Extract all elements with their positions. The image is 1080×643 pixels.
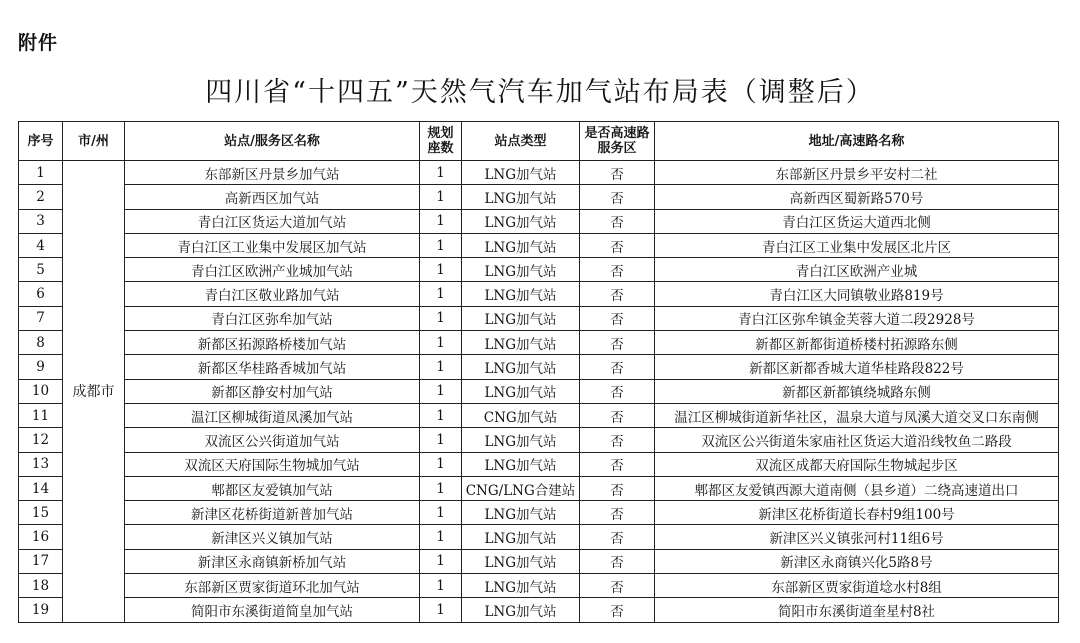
cell-station-type: LNG加气站 bbox=[462, 452, 580, 476]
cell-seq: 2 bbox=[19, 185, 63, 209]
cell-seq: 5 bbox=[19, 258, 63, 282]
cell-planned-count: 1 bbox=[420, 501, 462, 525]
cell-seq: 16 bbox=[19, 525, 63, 549]
cell-address: 青白江区大同镇敬业路819号 bbox=[655, 282, 1059, 306]
cell-address: 温江区柳城街道新华社区，温泉大道与凤溪大道交叉口东南侧 bbox=[655, 403, 1059, 427]
cell-planned-count: 1 bbox=[420, 185, 462, 209]
cell-highway-service: 否 bbox=[580, 501, 655, 525]
header-address: 地址/高速路名称 bbox=[655, 122, 1059, 161]
table-row bbox=[19, 452, 1059, 476]
cell-planned-count: 1 bbox=[420, 428, 462, 452]
cell-address: 新津区兴义镇张河村11组6号 bbox=[655, 525, 1059, 549]
cell-seq: 14 bbox=[19, 476, 63, 500]
cell-seq: 7 bbox=[19, 306, 63, 330]
cell-planned-count: 1 bbox=[420, 355, 462, 379]
cell-address: 高新西区蜀新路570号 bbox=[655, 185, 1059, 209]
cell-planned-count: 1 bbox=[420, 331, 462, 355]
cell-planned-count: 1 bbox=[420, 525, 462, 549]
cell-station-name: 东部新区丹景乡加气站 bbox=[125, 161, 420, 185]
cell-station-type: LNG加气站 bbox=[462, 306, 580, 330]
table-body bbox=[19, 161, 1059, 623]
cell-highway-service: 否 bbox=[580, 379, 655, 403]
cell-station-type: LNG加气站 bbox=[462, 258, 580, 282]
cell-highway-service: 否 bbox=[580, 598, 655, 622]
table-row bbox=[19, 428, 1059, 452]
cell-address: 新都区新都镇绕城路东侧 bbox=[655, 379, 1059, 403]
cell-station-type: LNG加气站 bbox=[462, 233, 580, 257]
table-row bbox=[19, 258, 1059, 282]
cell-address: 新都区新都香城大道华桂路段822号 bbox=[655, 355, 1059, 379]
cell-station-name: 新都区静安村加气站 bbox=[125, 379, 420, 403]
table-row bbox=[19, 403, 1059, 427]
cell-planned-count: 1 bbox=[420, 209, 462, 233]
header-station-name: 站点/服务区名称 bbox=[125, 122, 420, 161]
table-row bbox=[19, 476, 1059, 500]
cell-highway-service: 否 bbox=[580, 452, 655, 476]
cell-station-type: LNG加气站 bbox=[462, 282, 580, 306]
cell-address: 青白江区弥牟镇金芙蓉大道二段2928号 bbox=[655, 306, 1059, 330]
cell-planned-count: 1 bbox=[420, 233, 462, 257]
cell-address: 郫都区友爱镇西源大道南侧（县乡道）二绕高速道出口 bbox=[655, 476, 1059, 500]
cell-seq: 4 bbox=[19, 233, 63, 257]
cell-address: 东部新区贾家街道埝水村8组 bbox=[655, 574, 1059, 598]
cell-highway-service: 否 bbox=[580, 403, 655, 427]
station-table bbox=[18, 121, 1059, 623]
cell-highway-service: 否 bbox=[580, 282, 655, 306]
cell-station-name: 新津区永商镇新桥加气站 bbox=[125, 549, 420, 573]
cell-station-name: 青白江区敬业路加气站 bbox=[125, 282, 420, 306]
cell-station-type: LNG加气站 bbox=[462, 574, 580, 598]
cell-station-type: LNG加气站 bbox=[462, 428, 580, 452]
cell-address: 青白江区欧洲产业城 bbox=[655, 258, 1059, 282]
table-row bbox=[19, 598, 1059, 622]
cell-address: 新津区花桥街道长春村9组100号 bbox=[655, 501, 1059, 525]
cell-highway-service: 否 bbox=[580, 209, 655, 233]
cell-highway-service: 否 bbox=[580, 233, 655, 257]
cell-seq: 11 bbox=[19, 403, 63, 427]
table-row bbox=[19, 282, 1059, 306]
cell-highway-service: 否 bbox=[580, 185, 655, 209]
cell-address: 青白江区工业集中发展区北片区 bbox=[655, 233, 1059, 257]
cell-planned-count: 1 bbox=[420, 476, 462, 500]
header-station-type: 站点类型 bbox=[462, 122, 580, 161]
cell-address: 双流区成都天府国际生物城起步区 bbox=[655, 452, 1059, 476]
cell-station-name: 高新西区加气站 bbox=[125, 185, 420, 209]
cell-highway-service: 否 bbox=[580, 306, 655, 330]
cell-highway-service: 否 bbox=[580, 549, 655, 573]
cell-address: 新津区永商镇兴化5路8号 bbox=[655, 549, 1059, 573]
cell-station-type: LNG加气站 bbox=[462, 331, 580, 355]
cell-highway-service: 否 bbox=[580, 476, 655, 500]
cell-planned-count: 1 bbox=[420, 282, 462, 306]
table-row bbox=[19, 233, 1059, 257]
header-city: 市/州 bbox=[63, 122, 125, 161]
cell-station-type: CNG/LNG合建站 bbox=[462, 476, 580, 500]
cell-station-type: LNG加气站 bbox=[462, 525, 580, 549]
table-row bbox=[19, 379, 1059, 403]
cell-highway-service: 否 bbox=[580, 331, 655, 355]
cell-station-type: LNG加气站 bbox=[462, 501, 580, 525]
cell-seq: 1 bbox=[19, 161, 63, 185]
cell-seq: 15 bbox=[19, 501, 63, 525]
cell-planned-count: 1 bbox=[420, 549, 462, 573]
cell-station-name: 青白江区工业集中发展区加气站 bbox=[125, 233, 420, 257]
table-row bbox=[19, 185, 1059, 209]
cell-seq: 17 bbox=[19, 549, 63, 573]
cell-station-name: 新都区华桂路香城加气站 bbox=[125, 355, 420, 379]
table-row bbox=[19, 501, 1059, 525]
cell-planned-count: 1 bbox=[420, 574, 462, 598]
cell-station-name: 郫都区友爱镇加气站 bbox=[125, 476, 420, 500]
cell-station-type: LNG加气站 bbox=[462, 355, 580, 379]
attachment-label: 附件 bbox=[18, 32, 59, 54]
cell-station-type: LNG加气站 bbox=[462, 161, 580, 185]
cell-planned-count: 1 bbox=[420, 452, 462, 476]
cell-station-name: 青白江区欧洲产业城加气站 bbox=[125, 258, 420, 282]
cell-seq: 13 bbox=[19, 452, 63, 476]
cell-planned-count: 1 bbox=[420, 379, 462, 403]
cell-station-name: 双流区天府国际生物城加气站 bbox=[125, 452, 420, 476]
cell-seq: 6 bbox=[19, 282, 63, 306]
page-title: 四川省“十四五”天然气汽车加气站布局表（调整后） bbox=[205, 77, 875, 108]
cell-seq: 12 bbox=[19, 428, 63, 452]
cell-station-name: 双流区公兴街道加气站 bbox=[125, 428, 420, 452]
cell-seq: 8 bbox=[19, 331, 63, 355]
cell-address: 东部新区丹景乡平安村二社 bbox=[655, 161, 1059, 185]
table-header-row bbox=[19, 122, 1059, 161]
cell-station-type: LNG加气站 bbox=[462, 379, 580, 403]
cell-seq: 9 bbox=[19, 355, 63, 379]
cell-seq: 10 bbox=[19, 379, 63, 403]
cell-seq: 19 bbox=[19, 598, 63, 622]
cell-highway-service: 否 bbox=[580, 574, 655, 598]
cell-planned-count: 1 bbox=[420, 403, 462, 427]
cell-highway-service: 否 bbox=[580, 525, 655, 549]
cell-city: 成都市 bbox=[63, 161, 125, 623]
table-row bbox=[19, 161, 1059, 185]
header-planned-count: 规划座数 bbox=[420, 122, 462, 161]
header-highway-service: 是否高速路服务区 bbox=[580, 122, 655, 161]
table-row bbox=[19, 549, 1059, 573]
cell-planned-count: 1 bbox=[420, 598, 462, 622]
cell-station-type: LNG加气站 bbox=[462, 598, 580, 622]
cell-station-name: 青白江区货运大道加气站 bbox=[125, 209, 420, 233]
cell-address: 新都区新都街道桥楼村拓源路东侧 bbox=[655, 331, 1059, 355]
table-row bbox=[19, 355, 1059, 379]
cell-station-type: LNG加气站 bbox=[462, 549, 580, 573]
table-row bbox=[19, 209, 1059, 233]
cell-station-name: 东部新区贾家街道环北加气站 bbox=[125, 574, 420, 598]
cell-station-type: LNG加气站 bbox=[462, 209, 580, 233]
cell-seq: 3 bbox=[19, 209, 63, 233]
table-row bbox=[19, 525, 1059, 549]
table-row bbox=[19, 306, 1059, 330]
header-seq: 序号 bbox=[19, 122, 63, 161]
cell-address: 简阳市东溪街道奎星村8社 bbox=[655, 598, 1059, 622]
cell-station-name: 青白江区弥牟加气站 bbox=[125, 306, 420, 330]
cell-highway-service: 否 bbox=[580, 161, 655, 185]
cell-station-name: 新津区兴义镇加气站 bbox=[125, 525, 420, 549]
cell-planned-count: 1 bbox=[420, 306, 462, 330]
cell-station-type: CNG加气站 bbox=[462, 403, 580, 427]
cell-planned-count: 1 bbox=[420, 161, 462, 185]
cell-planned-count: 1 bbox=[420, 258, 462, 282]
cell-highway-service: 否 bbox=[580, 355, 655, 379]
cell-highway-service: 否 bbox=[580, 428, 655, 452]
table-row bbox=[19, 331, 1059, 355]
cell-station-type: LNG加气站 bbox=[462, 185, 580, 209]
cell-highway-service: 否 bbox=[580, 258, 655, 282]
cell-station-name: 新津区花桥街道新普加气站 bbox=[125, 501, 420, 525]
cell-seq: 18 bbox=[19, 574, 63, 598]
cell-station-name: 简阳市东溪街道简皇加气站 bbox=[125, 598, 420, 622]
cell-address: 青白江区货运大道西北侧 bbox=[655, 209, 1059, 233]
cell-address: 双流区公兴街道朱家庙社区货运大道沿线牧鱼二路段 bbox=[655, 428, 1059, 452]
table-row bbox=[19, 574, 1059, 598]
cell-station-name: 新都区拓源路桥楼加气站 bbox=[125, 331, 420, 355]
cell-station-name: 温江区柳城街道凤溪加气站 bbox=[125, 403, 420, 427]
